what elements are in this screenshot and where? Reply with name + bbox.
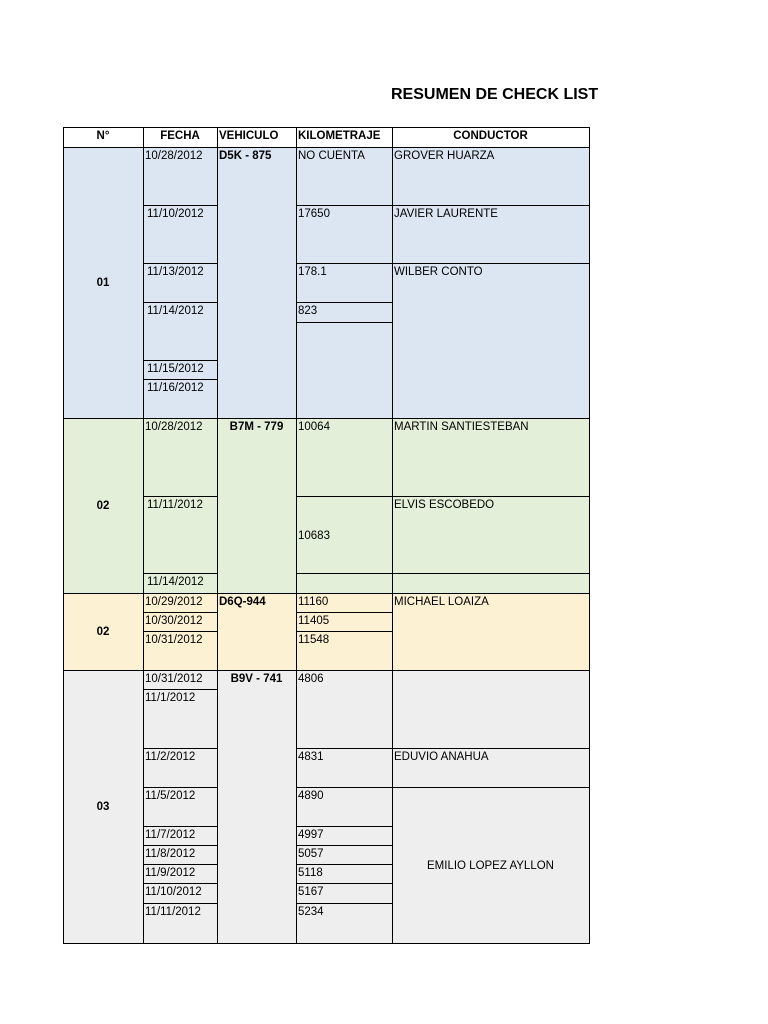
grid-line <box>63 127 64 943</box>
vehicle-plate: B7M - 779 <box>229 421 284 433</box>
fecha-cell: 11/9/2012 <box>145 867 196 879</box>
kilometraje-cell: 10064 <box>298 421 330 433</box>
fecha-cell: 10/31/2012 <box>145 673 203 685</box>
header-vehiculo: VEHICULO <box>219 130 279 142</box>
kilometraje-cell: 5057 <box>298 848 324 860</box>
grid-line <box>143 127 144 943</box>
fecha-cell: 11/11/2012 <box>147 499 203 511</box>
conductor-cell: GROVER HUARZA <box>394 150 495 162</box>
conductor-cell: MARTIN SANTIESTEBAN <box>394 421 529 433</box>
kilometraje-cell <box>296 379 392 418</box>
grid-line <box>63 943 590 944</box>
grid-line <box>392 127 393 943</box>
group-number: 02 <box>96 625 110 638</box>
conductor-cell: EDUVIO ANAHUA <box>394 751 489 763</box>
kilometraje-cell: 5167 <box>298 886 324 898</box>
kilometraje-cell: 823 <box>298 305 318 317</box>
fecha-cell: 10/28/2012 <box>145 150 203 162</box>
group-number: 02 <box>96 499 110 512</box>
vehicle-plate: B9V - 741 <box>230 673 283 685</box>
kilometraje-cell: 4890 <box>298 790 324 802</box>
kilometraje-cell: 11160 <box>298 596 329 608</box>
conductor-cell: MICHAEL LOAIZA <box>394 596 489 608</box>
grid-line <box>589 127 590 943</box>
kilometraje-cell: 178.1 <box>298 266 327 278</box>
fecha-cell: 11/15/2012 <box>147 363 204 375</box>
kilometraje-cell: 4997 <box>298 829 324 841</box>
fecha-cell: 11/2/2012 <box>145 751 196 763</box>
fecha-cell: 10/28/2012 <box>145 421 203 433</box>
kilometraje-cell: 5118 <box>298 867 323 879</box>
conductor-cell: JAVIER LAURENTE <box>394 208 498 220</box>
fecha-cell: 11/11/2012 <box>145 906 201 918</box>
conductor-cell: ELVIS ESCOBEDO <box>394 499 495 511</box>
grid-line <box>296 127 297 943</box>
fecha-cell: 11/14/2012 <box>147 305 204 317</box>
conductor-cell <box>392 573 589 593</box>
fecha-cell: 11/10/2012 <box>145 886 202 898</box>
kilometraje-cell: 4831 <box>298 751 324 763</box>
fecha-cell: 11/7/2012 <box>145 829 196 841</box>
group-number: 01 <box>96 276 110 289</box>
kilometraje-cell: 4806 <box>298 673 324 685</box>
page-title: RESUMEN DE CHECK LIST <box>391 86 599 103</box>
conductor-cell: WILBER CONTO <box>394 266 483 278</box>
conductor-cell <box>392 670 589 748</box>
kilometraje-cell: 10683 <box>298 529 330 542</box>
fecha-cell: 11/14/2012 <box>147 576 204 588</box>
header-fecha: FECHA <box>160 130 200 142</box>
fecha-cell: 11/8/2012 <box>145 848 196 860</box>
kilometraje-cell: 5234 <box>298 906 324 918</box>
header-kilometraje: KILOMETRAJE <box>298 130 381 142</box>
fecha-cell: 11/16/2012 <box>147 382 204 394</box>
grid-line <box>217 127 218 943</box>
kilometraje-cell <box>296 573 392 593</box>
header-conductor: CONDUCTOR <box>453 130 528 142</box>
grid-line <box>296 322 393 323</box>
fecha-cell: 10/30/2012 <box>145 615 203 627</box>
fecha-cell: 11/1/2012 <box>145 692 196 704</box>
group-number: 03 <box>96 800 110 813</box>
kilometraje-cell: 11405 <box>298 615 330 627</box>
fecha-cell: 11/5/2012 <box>145 790 196 802</box>
fecha-cell: 10/31/2012 <box>145 634 203 646</box>
vehicle-plate: D5K - 875 <box>219 150 272 162</box>
fecha-cell: 11/10/2012 <box>147 208 204 220</box>
header-number: N° <box>96 130 110 142</box>
kilometraje-cell: NO CUENTA <box>298 150 365 162</box>
vehicle-plate: D6Q-944 <box>219 596 266 608</box>
kilometraje-cell: 17650 <box>298 208 330 220</box>
kilometraje-cell: 11548 <box>298 634 330 646</box>
conductor-cell: EMILIO LOPEZ AYLLON <box>427 860 554 872</box>
fecha-cell: 11/13/2012 <box>147 266 204 278</box>
fecha-cell: 10/29/2012 <box>145 596 203 608</box>
